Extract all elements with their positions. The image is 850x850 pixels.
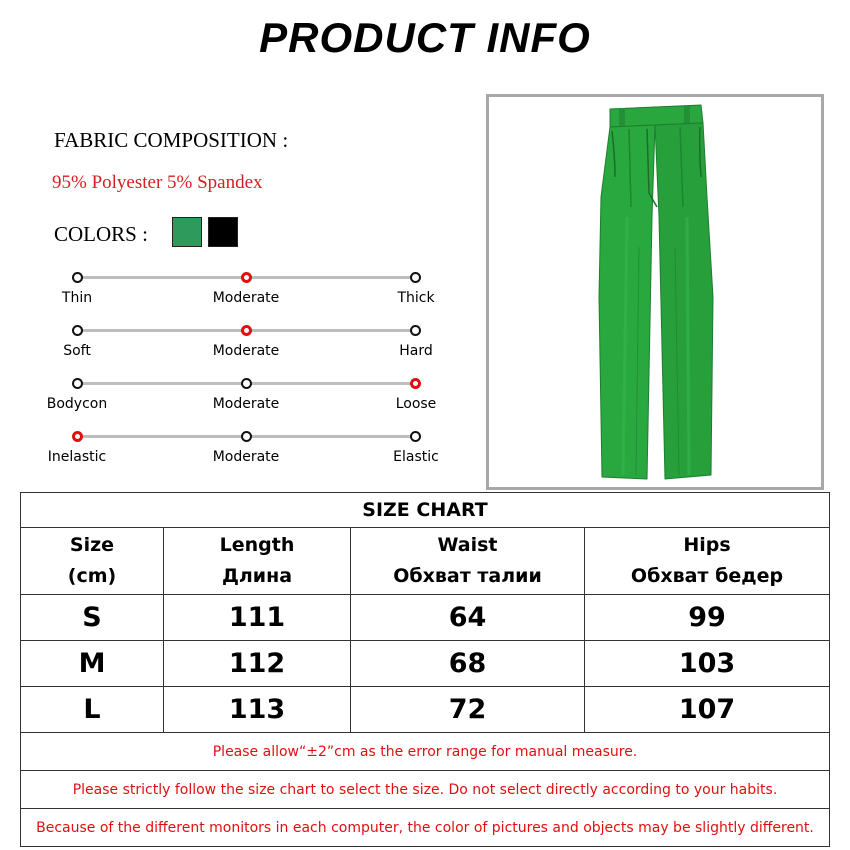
header-size — [21, 528, 164, 595]
header-line: Hips — [683, 534, 731, 556]
table-cell: 107 — [585, 687, 830, 733]
scale-label-moderate: Moderate — [212, 343, 280, 359]
thickness-scale — [0, 276, 480, 326]
scale-dot — [410, 325, 421, 336]
color-swatch-black[interactable] — [208, 217, 238, 247]
scale-dot — [72, 378, 83, 389]
table-cell: 99 — [585, 595, 830, 641]
header-hips — [585, 528, 830, 595]
header-line: (cm) — [67, 565, 117, 587]
green-trousers-image — [489, 97, 821, 487]
table-row — [21, 595, 830, 641]
scale-dot-selected — [72, 431, 83, 442]
table-cell: L — [21, 687, 164, 733]
colors-label: COLORS : — [54, 222, 148, 246]
product-image-frame — [486, 94, 824, 490]
table-cell: 111 — [164, 595, 351, 641]
fabric-composition-value: 95% Polyester 5% Spandex — [52, 172, 263, 193]
scale-label-moderate: Moderate — [212, 449, 280, 465]
note-error-range: Please allow“±2”cm as the error range for manual measure. — [21, 733, 830, 771]
size-chart-title: SIZE CHART — [21, 493, 830, 528]
scale-label-soft: Soft — [63, 343, 91, 359]
header-length — [164, 528, 351, 595]
fabric-composition-label: FABRIC COMPOSITION : — [54, 128, 289, 152]
scale-label-inelastic: Inelastic — [47, 449, 107, 465]
table-cell: 112 — [164, 641, 351, 687]
table-cell: 64 — [351, 595, 585, 641]
fit-scale — [0, 382, 480, 432]
note-monitor-color: Because of the different monitors in each computer, the color of pictures and objects may be slightly different. — [21, 809, 830, 847]
scale-label-elastic: Elastic — [393, 449, 439, 465]
scale-dot — [72, 325, 83, 336]
scale-label-moderate: Moderate — [212, 290, 280, 306]
scale-label-thick: Thick — [397, 290, 435, 306]
scale-label-hard: Hard — [399, 343, 433, 359]
scale-dot-selected — [241, 272, 252, 283]
scale-dot — [241, 431, 252, 442]
scale-dot-selected — [410, 378, 421, 389]
header-line: Length — [219, 534, 295, 556]
header-line: Длина — [221, 565, 293, 587]
header-line: Обхват талии — [393, 565, 542, 587]
scale-dot-selected — [241, 325, 252, 336]
page-title: PRODUCT INFO — [259, 14, 591, 61]
color-swatch-green[interactable] — [172, 217, 202, 247]
header-waist — [351, 528, 585, 595]
softness-scale — [0, 329, 480, 379]
table-row — [21, 687, 830, 733]
scale-label-thin: Thin — [61, 290, 93, 306]
note-follow-size-chart: Please strictly follow the size chart to select the size. Do not select directly according to your habits. — [21, 771, 830, 809]
table-cell: 72 — [351, 687, 585, 733]
size-chart-header-row — [21, 528, 830, 595]
scale-dot — [72, 272, 83, 283]
size-chart-table — [20, 492, 830, 847]
header-line: Size — [69, 534, 115, 556]
scale-dot — [410, 272, 421, 283]
table-cell: 103 — [585, 641, 830, 687]
scale-dot — [410, 431, 421, 442]
scale-dot — [241, 378, 252, 389]
table-cell: M — [21, 641, 164, 687]
scale-label-bodycon: Bodycon — [46, 396, 108, 412]
table-cell: S — [21, 595, 164, 641]
scale-label-moderate: Moderate — [212, 396, 280, 412]
table-cell: 68 — [351, 641, 585, 687]
table-row — [21, 641, 830, 687]
header-line: Обхват бедер — [630, 565, 784, 587]
elasticity-scale — [0, 435, 480, 485]
header-line: Waist — [437, 534, 498, 556]
table-cell: 113 — [164, 687, 351, 733]
scale-label-loose: Loose — [395, 396, 437, 412]
